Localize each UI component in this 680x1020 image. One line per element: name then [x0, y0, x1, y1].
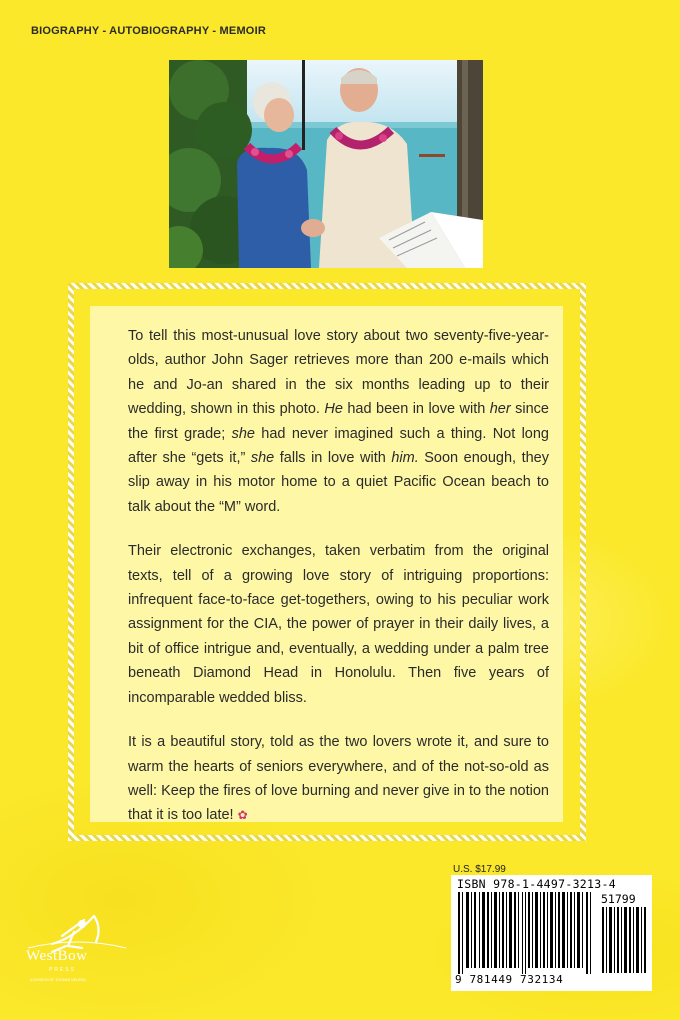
- price-code-bars: [601, 907, 647, 973]
- isbn-digits: 9 781449 732134: [455, 973, 564, 986]
- blurb-paragraph-2: Their electronic exchanges, taken verbatim from the original texts, tell of a growing love story of intriguing proportions: infrequent face-to-face get-togethers, owing to his peculiar work assignment for the CIA, the power of prayer in their daily lives, a bit of office intrigue and, eventually, a wedding under a palm tree beneath Diamond Head in Honolulu. Then five years of incomparable wedded bliss.: [128, 543, 549, 706]
- publisher-sub: PRESS: [49, 967, 76, 973]
- isbn-barcode: [451, 875, 652, 991]
- price-label: U.S. $17.99: [453, 864, 506, 875]
- blurb-paragraph-3: It is a beautiful story, told as the two lovers wrote it, and sure to warm the hearts of seniors everywhere, and of the not-so-old as well: Keep the fires of love burning and never give in to the notion that it is too late! ✿: [128, 734, 549, 824]
- price-code: 51799: [601, 892, 636, 906]
- blurb-box: [90, 306, 563, 822]
- isbn-label: ISBN 978-1-4497-3213-4: [457, 877, 616, 891]
- blurb-paragraph-1: To tell this most-unusual love story about two seventy-five-year-olds, author John Sager retrieves more than 200 e-mails which he and Jo-an shared in the six months leading up to their wedding, shown in this photo. He had been in love with her since the first grade; she had never imagined such a thing. Not long after she “gets it,” she falls in love with him. Soon enough, they slip away in his motor home to a quiet Pacific Ocean beach to talk about the “M” word.: [128, 328, 550, 515]
- rose-icon: ✿: [237, 808, 248, 823]
- cover-photo: [169, 60, 483, 268]
- publisher-name: WestBow: [26, 948, 88, 964]
- publisher-tagline: A DIVISION OF THOMAS NELSON: [30, 978, 86, 982]
- barcode-bars: [456, 892, 596, 974]
- genre-label: BIOGRAPHY - AUTOBIOGRAPHY - MEMOIR: [31, 25, 266, 37]
